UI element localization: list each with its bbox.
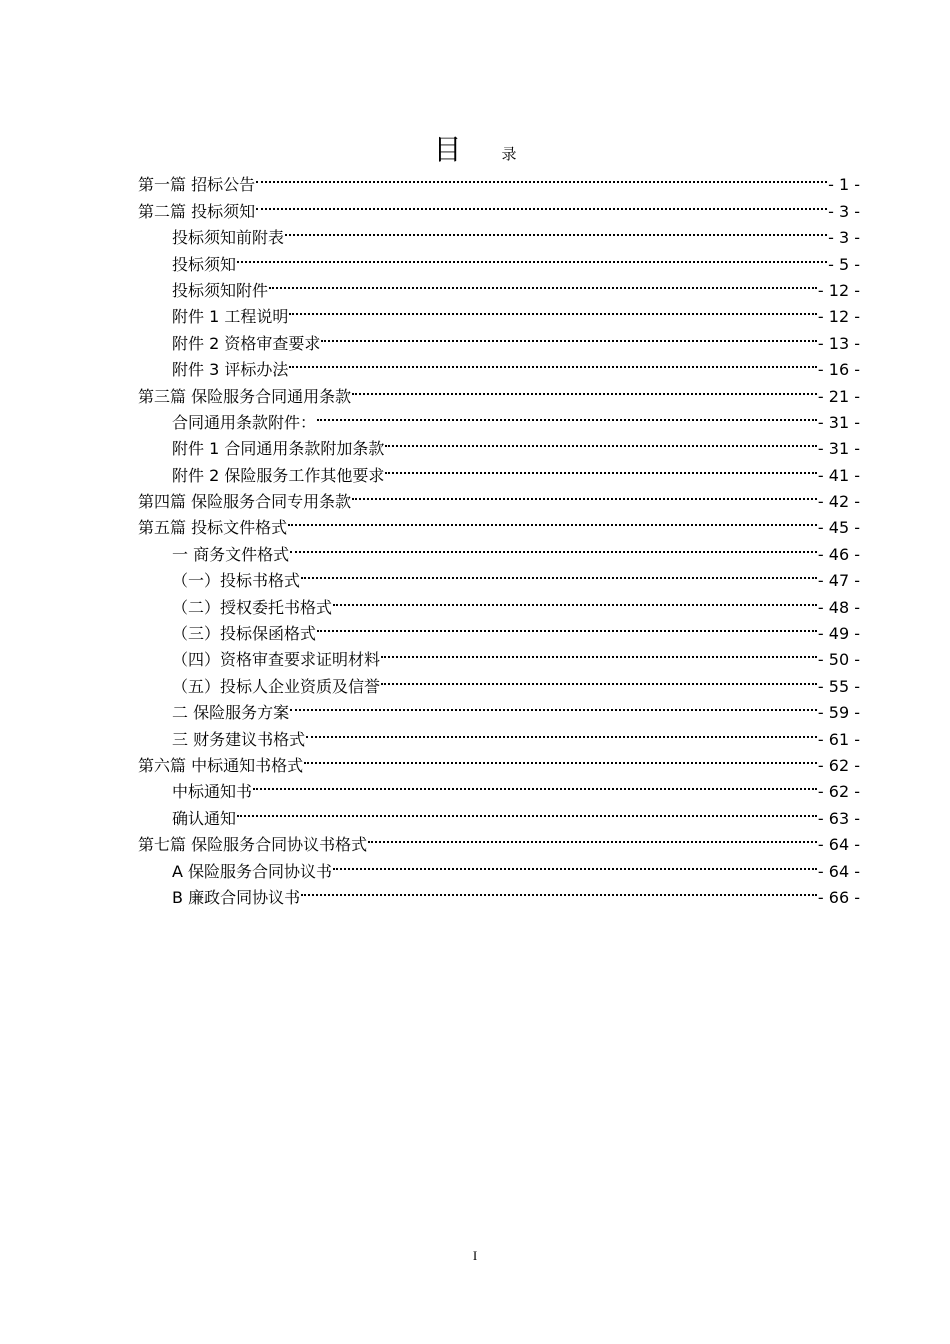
toc-dot-leader: [321, 322, 817, 348]
toc-dot-leader: [289, 349, 817, 375]
toc-dot-leader: [301, 877, 817, 903]
toc-dot-leader: [304, 745, 817, 771]
toc-entry-page: - 12 -: [817, 307, 860, 327]
toc-entry[interactable]: [138, 243, 860, 274]
toc-entry-page: - 66 -: [817, 887, 860, 907]
toc-entry-page: - 42 -: [817, 492, 860, 512]
toc-entry-title: 附件 1 合同通用条款附加条款: [172, 439, 385, 459]
toc-entry-page: - 61 -: [817, 729, 860, 749]
toc-dot-leader: [301, 560, 817, 586]
toc-entry-page: - 31 -: [817, 412, 860, 432]
toc-entry-page: - 47 -: [817, 571, 860, 591]
toc-dot-leader: [317, 402, 817, 428]
toc-entry-title: （三）投标保函格式: [172, 624, 317, 644]
toc-dot-leader: [289, 296, 817, 322]
toc-entry[interactable]: [138, 824, 860, 855]
toc-dot-leader: [306, 718, 817, 744]
toc-dot-leader: [333, 586, 817, 612]
toc-entry-title: B 廉政合同协议书: [172, 887, 301, 907]
toc-entry-title: 附件 3 评标办法: [172, 360, 289, 380]
toc-entry-title: 第六篇 中标通知书格式: [138, 755, 304, 775]
toc-entry-title: 中标通知书: [172, 782, 253, 802]
toc-entry-title: 投标须知附件: [172, 280, 269, 300]
toc-entry-page: - 59 -: [817, 703, 860, 723]
toc-entry-title: （四）资格审查要求证明材料: [172, 650, 381, 670]
toc-entry-page: - 46 -: [817, 544, 860, 564]
toc-entry-page: - 13 -: [817, 333, 860, 353]
toc-entry-page: - 63 -: [817, 808, 860, 828]
toc-dot-leader: [285, 217, 827, 243]
toc-entry-title: 投标须知: [172, 254, 237, 274]
toc-entry-title: 二 保险服务方案: [172, 703, 290, 723]
toc-entry-page: - 16 -: [817, 360, 860, 380]
toc-dot-leader: [253, 771, 817, 797]
toc-dot-leader: [269, 270, 817, 296]
toc-entry-title: A 保险服务合同协议书: [172, 861, 333, 881]
toc-dot-leader: [256, 190, 827, 216]
toc-entry-page: - 1 -: [828, 175, 860, 195]
toc-entry-title: （二）授权委托书格式: [172, 597, 333, 617]
toc-entry-page: - 12 -: [817, 280, 860, 300]
toc-entry-title: 第七篇 保险服务合同协议书格式: [138, 835, 368, 855]
toc-entry-title: （五）投标人企业资质及信誉: [172, 676, 381, 696]
toc-entry-title: 投标须知前附表: [172, 228, 285, 248]
toc-dot-leader: [290, 533, 817, 559]
toc-entry-page: - 62 -: [817, 782, 860, 802]
toc-entry-title: 第四篇 保险服务合同专用条款: [138, 492, 352, 512]
toc-dot-leader: [256, 164, 827, 190]
toc-entry-title: （一）投标书格式: [172, 571, 301, 591]
toc-dot-leader: [352, 375, 817, 401]
toc-dot-leader: [381, 639, 817, 665]
toc-entry-page: - 41 -: [817, 465, 860, 485]
toc-entry-page: - 64 -: [817, 861, 860, 881]
toc-dot-leader: [333, 850, 817, 876]
toc-dot-leader: [237, 243, 827, 269]
toc-entry-page: - 55 -: [817, 676, 860, 696]
toc-entry-page: - 45 -: [817, 518, 860, 538]
toc-entry[interactable]: [138, 164, 860, 195]
table-of-contents: [138, 164, 860, 907]
toc-entry-title: 一 商务文件格式: [172, 544, 290, 564]
toc-entry[interactable]: [138, 797, 860, 828]
toc-title-main: 目: [433, 133, 462, 166]
toc-entry-page: - 49 -: [817, 624, 860, 644]
toc-entry-title: 第五篇 投标文件格式: [138, 518, 288, 538]
toc-title-sub: 录: [501, 145, 517, 163]
toc-entry[interactable]: [138, 270, 860, 300]
toc-dot-leader: [381, 665, 817, 691]
toc-entry-page: - 3 -: [828, 228, 860, 248]
toc-dot-leader: [352, 481, 817, 507]
toc-entry-page: - 62 -: [817, 755, 860, 775]
toc-dot-leader: [368, 824, 817, 850]
toc-entry-title: 附件 2 资格审查要求: [172, 333, 321, 353]
toc-title: [0, 128, 950, 168]
toc-entry-page: - 5 -: [828, 254, 860, 274]
toc-entry-title: 第一篇 招标公告: [138, 175, 256, 195]
toc-entry-title: 三 财务建议书格式: [172, 729, 306, 749]
toc-entry-title: 附件 2 保险服务工作其他要求: [172, 465, 385, 485]
toc-dot-leader: [317, 613, 817, 639]
toc-entry-title: 第三篇 保险服务合同通用条款: [138, 386, 352, 406]
toc-dot-leader: [237, 797, 817, 823]
toc-dot-leader: [288, 507, 817, 533]
toc-dot-leader: [385, 428, 817, 454]
toc-entry-page: - 3 -: [828, 201, 860, 221]
toc-dot-leader: [290, 692, 817, 718]
toc-entry-title: 合同通用条款附件：: [172, 412, 317, 432]
toc-dot-leader: [385, 454, 817, 480]
toc-entry-title: 第二篇 投标须知: [138, 201, 256, 221]
toc-entry-page: - 31 -: [817, 439, 860, 459]
toc-entry-title: 确认通知: [172, 808, 237, 828]
toc-entry-page: - 64 -: [817, 835, 860, 855]
page-number: I: [472, 1248, 478, 1263]
toc-entry-page: - 21 -: [817, 386, 860, 406]
toc-entry-page: - 50 -: [817, 650, 860, 670]
toc-entry-page: - 48 -: [817, 597, 860, 617]
toc-entry-title: 附件 1 工程说明: [172, 307, 289, 327]
